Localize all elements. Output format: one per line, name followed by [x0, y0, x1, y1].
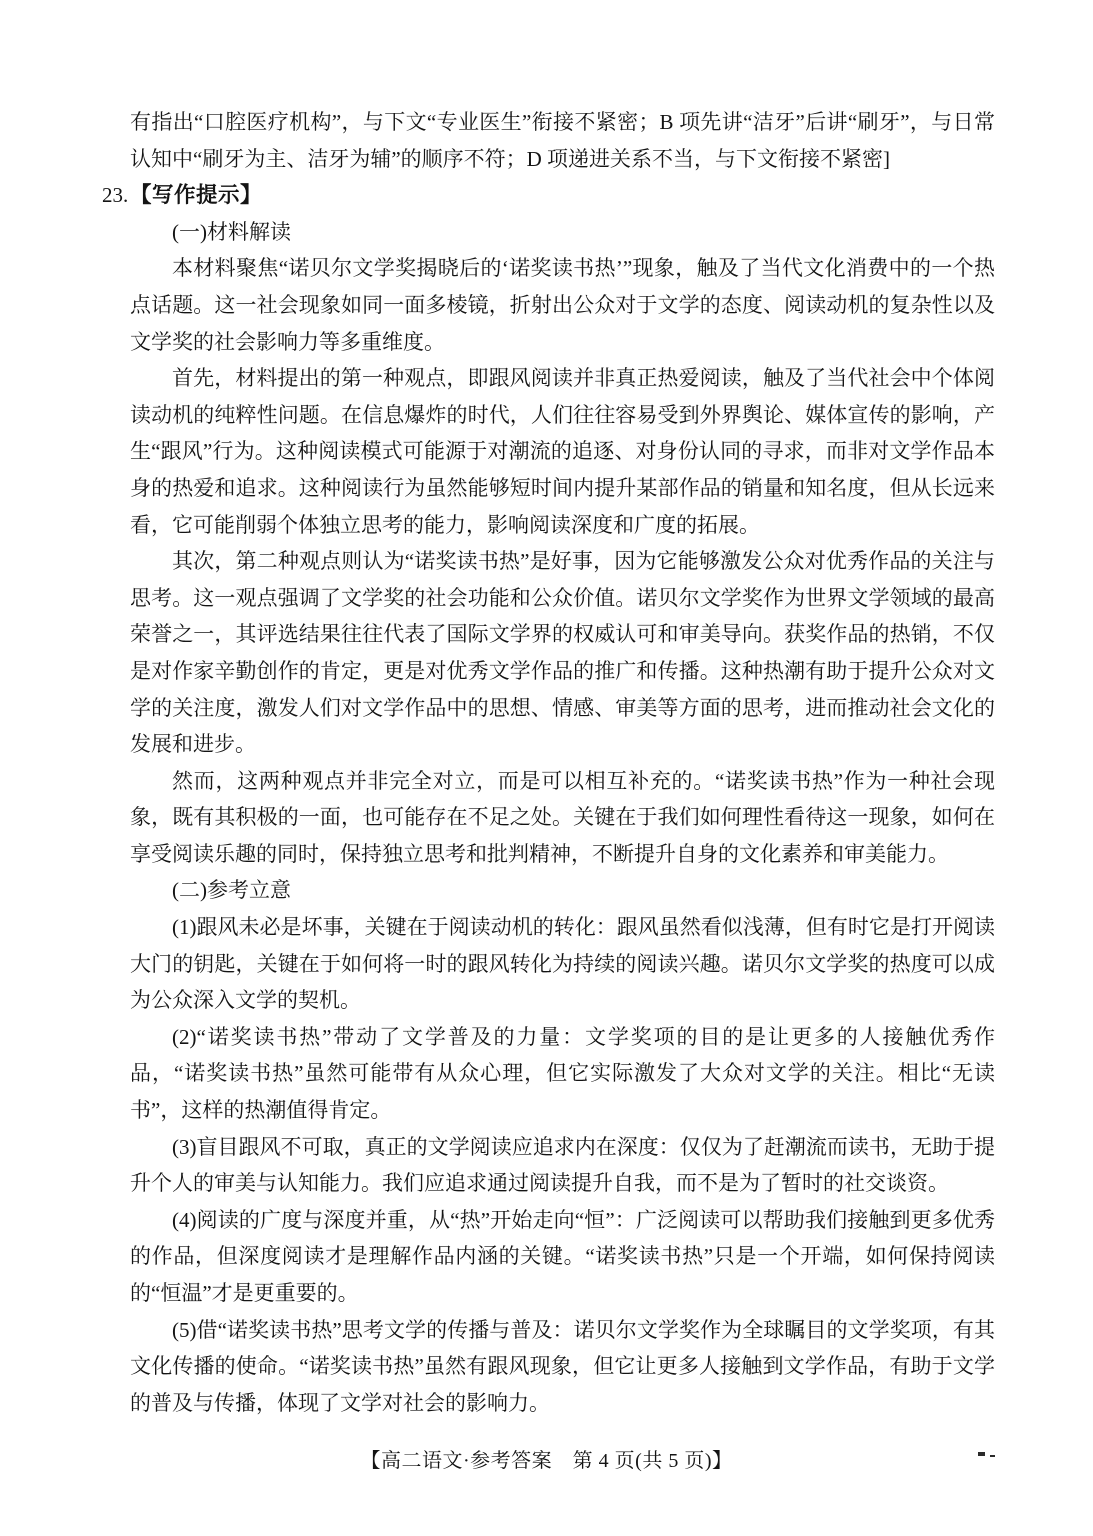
material-analysis-paragraph-4: 然而，这两种观点并非完全对立，而是可以相互补充的。“诺奖读书热”作为一种社会现象，既有其积极的一面，也可能存在不足之处。关键在于我们如何理性看待这一现象，如何在享受阅读乐趣的同时，保持独立思考和批判精神，不断提升自身的文化素养和审美能力。: [130, 768, 995, 866]
reference-idea-point-1: (1)跟风未必是坏事，关键在于阅读动机的转化：跟风虽然看似浅薄，但有时它是打开阅读大门的钥匙，关键在于如何将一时的跟风转化为持续的阅读兴趣。诺贝尔文学奖的热度可以成为公众深入文学的契机。: [130, 915, 995, 1013]
item-23-number: 23.: [102, 183, 129, 208]
page-footer: [0, 1444, 1093, 1473]
material-analysis-paragraph-3: 其次，第二种观点则认为“诺奖读书热”是好事，因为它能够激发公众对优秀作品的关注与思考。这一观点强调了文学奖的社会功能和公众价值。诺贝尔文学奖作为世界文学领域的最高荣誉之一，其评选结果往往代表了国际文学界的权威认可和审美导向。获奖作品的热销，不仅是对作家辛勤创作的肯定，更是对优秀文学作品的推广和传播。这种热潮有助于提升公众对文学的关注度，激发人们对文学作品中的思想、情感、审美等方面的思考，进而推动社会文化的发展和进步。: [130, 549, 995, 757]
reference-idea-point-4: (4)阅读的广度与深度并重，从“热”开始走向“恒”：广泛阅读可以帮助我们接触到更多优秀的作品，但深度阅读才是理解作品内涵的关键。“诺奖读书热”只是一个开端，如何保持阅读的“恒温”才是更重要的。: [130, 1207, 995, 1305]
item-23-row: [102, 177, 995, 214]
section-heading-material-analysis: (一)材料解读: [172, 219, 291, 244]
reference-idea-point-5: (5)借“诺奖读书热”思考文学的传播与普及：诺贝尔文学奖作为全球瞩目的文学奖项，有其文化传播的使命。“诺奖读书热”虽然有跟风现象，但它让更多人接触到文学作品，有助于文学的普及与传播，体现了文学对社会的影响力。: [130, 1317, 995, 1415]
document-content: [102, 104, 995, 1421]
reference-idea-point-3: (3)盲目跟风不可取，真正的文学阅读应追求内在深度：仅仅为了赶潮流而读书，无助于提升个人的审美与认知能力。我们应追求通过阅读提升自我，而不是为了暂时的社交谈资。: [130, 1134, 995, 1196]
print-smudge-artifact: [978, 1452, 985, 1456]
item-23-title: 【写作提示】: [130, 183, 263, 208]
item22-explanation-continued: 有指出“口腔医疗机构”，与下文“专业医生”衔接不紧密；B 项先讲“洁牙”后讲“刷牙”，与日常认知中“刷牙为主、洁牙为辅”的顺序不符；D 项递进关系不当，与下文衔接不紧密]: [130, 110, 995, 171]
reference-idea-point-2: (2)“诺奖读书热”带动了文学普及的力量：文学奖项的目的是让更多的人接触优秀作品，“诺奖读书热”虽然可能带有从众心理，但它实际激发了大众对文学的关注。相比“无读书”，这样的热潮值得肯定。: [130, 1024, 995, 1123]
material-analysis-paragraph-1: 本材料聚焦“诺贝尔文学奖揭晓后的‘诺奖读书热’”现象，触及了当代文化消费中的一个热点话题。这一社会现象如同一面多棱镜，折射出公众对于文学的态度、阅读动机的复杂性以及文学奖的社会影响力等多重维度。: [130, 256, 995, 354]
section-heading-reference-ideas: (二)参考立意: [172, 878, 291, 903]
page-footer-text: 【高二语文·参考答案 第 4 页(共 5 页)】: [360, 1450, 733, 1472]
material-analysis-paragraph-2: 首先，材料提出的第一种观点，即跟风阅读并非真正热爱阅读，触及了当代社会中个体阅读动机的纯粹性问题。在信息爆炸的时代，人们往往容易受到外界舆论、媒体宣传的影响，产生“跟风”行为。这种阅读模式可能源于对潮流的追逐、对身份认同的寻求，而非对文学作品本身的热爱和追求。这种阅读行为虽然能够短时间内提升某部作品的销量和知名度，但从长远来看，它可能削弱个体独立思考的能力，影响阅读深度和广度的拓展。: [130, 366, 995, 537]
